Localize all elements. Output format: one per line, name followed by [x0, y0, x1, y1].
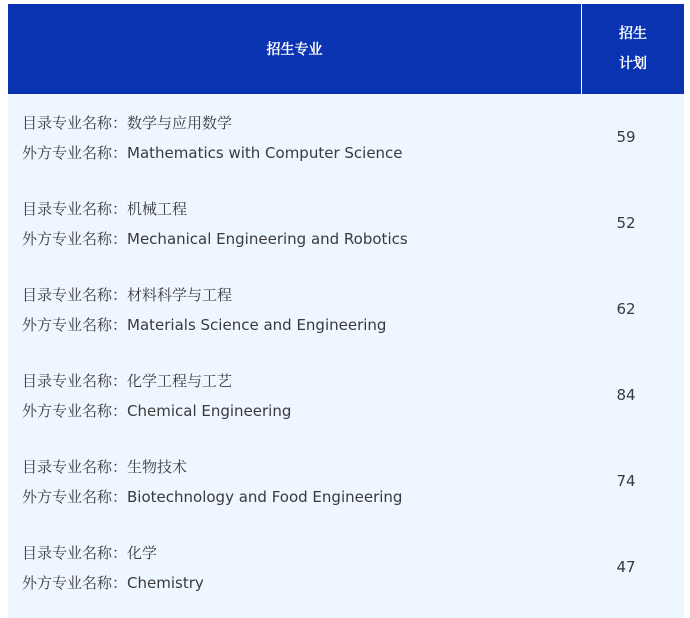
foreign-line — [22, 568, 568, 598]
catalog-name: 化学 — [127, 544, 158, 562]
table-row — [8, 524, 684, 610]
foreign-name: Biotechnology and Food Engineering — [127, 488, 403, 506]
row-major-cell — [8, 438, 568, 524]
table-row — [8, 438, 684, 524]
row-major-cell — [8, 352, 568, 438]
foreign-line — [22, 310, 568, 340]
plan-count: 59 — [616, 128, 636, 146]
foreign-name: Chemistry — [127, 574, 204, 592]
foreign-line — [22, 138, 568, 168]
table-body — [8, 94, 684, 618]
catalog-label: 目录专业名称： — [22, 114, 128, 132]
foreign-label: 外方专业名称： — [22, 316, 128, 334]
row-major-cell — [8, 524, 568, 610]
catalog-line — [22, 194, 568, 224]
catalog-label: 目录专业名称： — [22, 372, 128, 390]
catalog-name: 机械工程 — [127, 200, 188, 218]
header-plan — [582, 4, 684, 94]
foreign-label: 外方专业名称： — [22, 574, 128, 592]
plan-count: 52 — [616, 214, 636, 232]
catalog-line — [22, 366, 568, 396]
foreign-line — [22, 482, 568, 512]
plan-count: 84 — [616, 386, 636, 404]
foreign-label: 外方专业名称： — [22, 230, 128, 248]
header-plan-line2: 计划 — [619, 56, 647, 72]
foreign-label: 外方专业名称： — [22, 144, 128, 162]
foreign-line — [22, 396, 568, 426]
header-plan-line1: 招生 — [619, 26, 647, 42]
foreign-label: 外方专业名称： — [22, 402, 128, 420]
plan-count: 47 — [616, 558, 636, 576]
catalog-line — [22, 108, 568, 138]
catalog-name: 化学工程与工艺 — [127, 372, 233, 390]
table-row — [8, 266, 684, 352]
catalog-name: 材料科学与工程 — [127, 286, 233, 304]
catalog-line — [22, 280, 568, 310]
catalog-name: 生物技术 — [127, 458, 188, 476]
table-bottom-pad — [8, 610, 684, 618]
foreign-name: Chemical Engineering — [127, 402, 292, 420]
catalog-label: 目录专业名称： — [22, 286, 128, 304]
table-row — [8, 180, 684, 266]
foreign-name: Mathematics with Computer Science — [127, 144, 403, 162]
catalog-line — [22, 452, 568, 482]
row-major-cell — [8, 94, 568, 180]
table-row — [8, 94, 684, 180]
plan-count: 62 — [616, 300, 636, 318]
catalog-label: 目录专业名称： — [22, 458, 128, 476]
foreign-line — [22, 224, 568, 254]
catalog-label: 目录专业名称： — [22, 544, 128, 562]
foreign-label: 外方专业名称： — [22, 488, 128, 506]
catalog-label: 目录专业名称： — [22, 200, 128, 218]
foreign-name: Materials Science and Engineering — [127, 316, 387, 334]
catalog-name: 数学与应用数学 — [127, 114, 233, 132]
catalog-line — [22, 538, 568, 568]
table-header — [8, 4, 684, 94]
header-major: 招生专业 — [266, 42, 323, 58]
row-major-cell — [8, 266, 568, 352]
plan-count: 74 — [616, 472, 636, 490]
foreign-name: Mechanical Engineering and Robotics — [127, 230, 408, 248]
row-major-cell — [8, 180, 568, 266]
enrollment-table — [8, 4, 684, 618]
table-row — [8, 352, 684, 438]
